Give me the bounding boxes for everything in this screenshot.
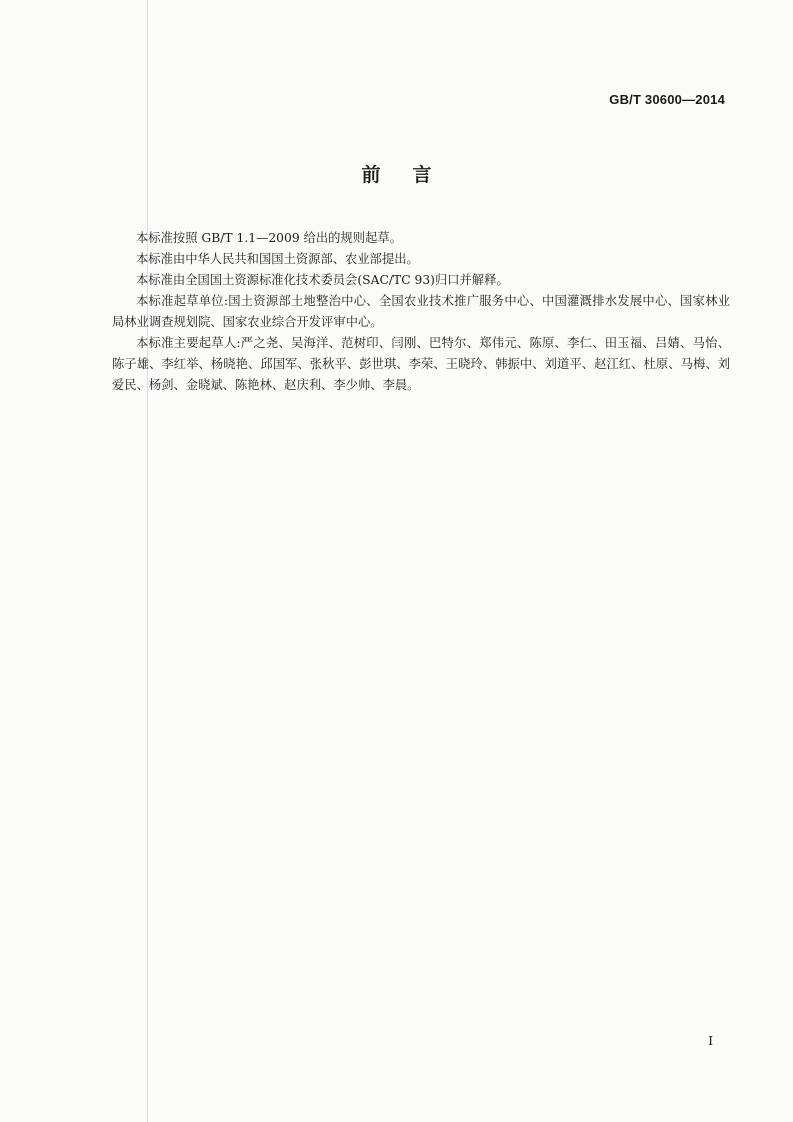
standard-number: GB/T 30600—2014 [609,92,725,107]
page-title: 前言 [361,164,464,186]
paragraph-proposers: 本标准由中华人民共和国国土资源部、农业部提出。 [136,252,419,266]
paragraph-committee: 本标准由全国国土资源标准化技术委员会(SAC/TC 93)归口并解释。 [136,273,509,287]
paragraph-drafting-rules: 本标准按照 GB/T 1.1—2009 给出的规则起草。 [136,231,402,245]
paragraph-drafting-units: 本标准起草单位:国土资源部土地整治中心、全国农业技术推广服务中心、中国灌溉排水发展中心、国家林业局林业调查规划院、国家农业综合开发评审中心。 [112,294,730,329]
paragraph-drafters: 本标准主要起草人:严之尧、吴海洋、范树印、闫刚、巴特尔、郑伟元、陈原、李仁、田玉福、吕婧、马怡、陈子雄、李红举、杨晓艳、邱国军、张秋平、彭世琪、李荣、王晓玲、韩振中、刘道平、赵江红、杜原、马梅、刘爱民、杨剑、金晓斌、陈艳林、赵庆利、李少帅、李晨。 [112,336,730,392]
page-number: I [708,1034,713,1048]
foreword-body [112,228,730,396]
